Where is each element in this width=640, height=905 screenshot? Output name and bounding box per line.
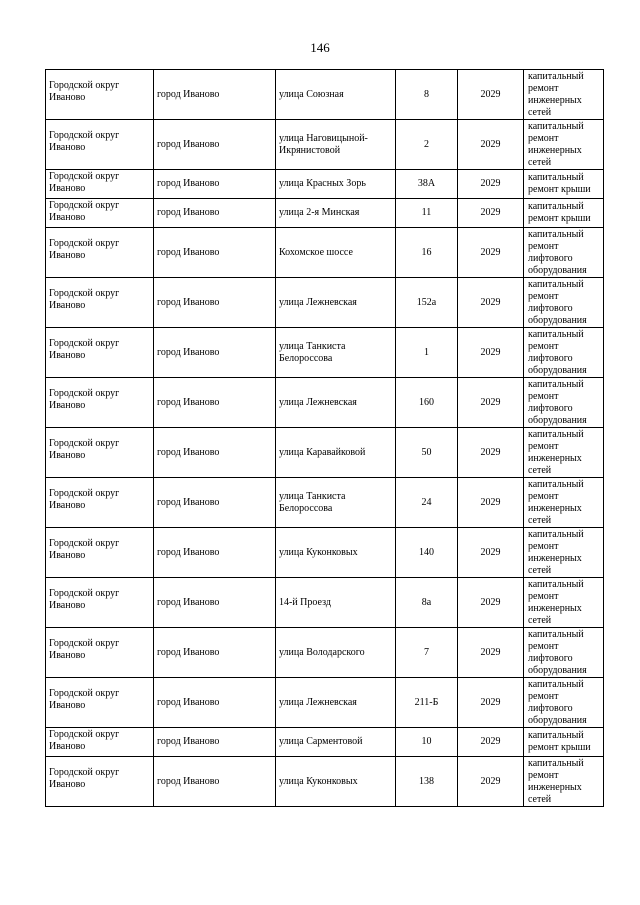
street-cell: улица Каравайковой — [276, 428, 396, 478]
street-cell: 14-й Проезд — [276, 578, 396, 628]
street-cell: улица Наговицыной-Икрянистовой — [276, 120, 396, 170]
page-number: 146 — [310, 40, 330, 55]
house-number-cell: 11 — [396, 199, 458, 228]
house-number-cell: 16 — [396, 228, 458, 278]
year-cell: 2029 — [458, 378, 524, 428]
house-number-cell: 38А — [396, 170, 458, 199]
table-row — [46, 528, 604, 578]
house-number-cell: 8а — [396, 578, 458, 628]
street-cell: улица Лежневская — [276, 278, 396, 328]
table-row — [46, 70, 604, 120]
street-cell: улица Куконковых — [276, 757, 396, 807]
okrug-cell: Городской округ Иваново — [46, 757, 154, 807]
house-number-cell: 160 — [396, 378, 458, 428]
year-cell: 2029 — [458, 528, 524, 578]
work-type-cell: капитальный ремонт лифтового оборудования — [524, 678, 604, 728]
city-cell: город Иваново — [154, 378, 276, 428]
year-cell: 2029 — [458, 328, 524, 378]
table-row — [46, 228, 604, 278]
table-row — [46, 428, 604, 478]
okrug-cell: Городской округ Иваново — [46, 328, 154, 378]
city-cell: город Иваново — [154, 678, 276, 728]
year-cell: 2029 — [458, 170, 524, 199]
street-cell: улица Красных Зорь — [276, 170, 396, 199]
house-number-cell: 2 — [396, 120, 458, 170]
street-cell: улица 2-я Минская — [276, 199, 396, 228]
house-number-cell: 140 — [396, 528, 458, 578]
registry-table-body — [46, 70, 604, 807]
house-number-cell: 50 — [396, 428, 458, 478]
year-cell: 2029 — [458, 199, 524, 228]
okrug-cell: Городской округ Иваново — [46, 428, 154, 478]
year-cell: 2029 — [458, 428, 524, 478]
work-type-cell: капитальный ремонт лифтового оборудования — [524, 228, 604, 278]
okrug-cell: Городской округ Иваново — [46, 120, 154, 170]
table-row — [46, 757, 604, 807]
city-cell: город Иваново — [154, 428, 276, 478]
work-type-cell: капитальный ремонт инженерных сетей — [524, 120, 604, 170]
city-cell: город Иваново — [154, 328, 276, 378]
table-row — [46, 578, 604, 628]
okrug-cell: Городской округ Иваново — [46, 378, 154, 428]
city-cell: город Иваново — [154, 170, 276, 199]
street-cell: улица Сарментовой — [276, 728, 396, 757]
okrug-cell: Городской округ Иваново — [46, 278, 154, 328]
table-row — [46, 328, 604, 378]
work-type-cell: капитальный ремонт инженерных сетей — [524, 757, 604, 807]
year-cell: 2029 — [458, 628, 524, 678]
work-type-cell: капитальный ремонт инженерных сетей — [524, 578, 604, 628]
table-row — [46, 378, 604, 428]
street-cell: улица Лежневская — [276, 678, 396, 728]
table-row — [46, 120, 604, 170]
year-cell: 2029 — [458, 757, 524, 807]
year-cell: 2029 — [458, 120, 524, 170]
house-number-cell: 138 — [396, 757, 458, 807]
table-row — [46, 170, 604, 199]
year-cell: 2029 — [458, 728, 524, 757]
okrug-cell: Городской округ Иваново — [46, 170, 154, 199]
year-cell: 2029 — [458, 578, 524, 628]
work-type-cell: капитальный ремонт инженерных сетей — [524, 528, 604, 578]
work-type-cell: капитальный ремонт инженерных сетей — [524, 70, 604, 120]
city-cell: город Иваново — [154, 728, 276, 757]
street-cell: улица Танкиста Белороссова — [276, 328, 396, 378]
table-row — [46, 628, 604, 678]
city-cell: город Иваново — [154, 478, 276, 528]
okrug-cell: Городской округ Иваново — [46, 199, 154, 228]
city-cell: город Иваново — [154, 528, 276, 578]
table-row — [46, 199, 604, 228]
year-cell: 2029 — [458, 678, 524, 728]
city-cell: город Иваново — [154, 120, 276, 170]
table-row — [46, 678, 604, 728]
year-cell: 2029 — [458, 478, 524, 528]
okrug-cell: Городской округ Иваново — [46, 628, 154, 678]
okrug-cell: Городской округ Иваново — [46, 70, 154, 120]
city-cell: город Иваново — [154, 228, 276, 278]
okrug-cell: Городской округ Иваново — [46, 228, 154, 278]
city-cell: город Иваново — [154, 578, 276, 628]
year-cell: 2029 — [458, 70, 524, 120]
street-cell: Кохомское шоссе — [276, 228, 396, 278]
okrug-cell: Городской округ Иваново — [46, 728, 154, 757]
table-row — [46, 478, 604, 528]
work-type-cell: капитальный ремонт крыши — [524, 170, 604, 199]
house-number-cell: 8 — [396, 70, 458, 120]
work-type-cell: капитальный ремонт инженерных сетей — [524, 478, 604, 528]
registry-table — [45, 69, 604, 807]
okrug-cell: Городской округ Иваново — [46, 678, 154, 728]
house-number-cell: 7 — [396, 628, 458, 678]
okrug-cell: Городской округ Иваново — [46, 578, 154, 628]
city-cell: город Иваново — [154, 70, 276, 120]
work-type-cell: капитальный ремонт инженерных сетей — [524, 428, 604, 478]
street-cell: улица Союзная — [276, 70, 396, 120]
year-cell: 2029 — [458, 278, 524, 328]
city-cell: город Иваново — [154, 628, 276, 678]
table-row — [46, 278, 604, 328]
house-number-cell: 24 — [396, 478, 458, 528]
house-number-cell: 211-Б — [396, 678, 458, 728]
work-type-cell: капитальный ремонт лифтового оборудования — [524, 278, 604, 328]
work-type-cell: капитальный ремонт лифтового оборудования — [524, 628, 604, 678]
city-cell: город Иваново — [154, 278, 276, 328]
house-number-cell: 10 — [396, 728, 458, 757]
work-type-cell: капитальный ремонт крыши — [524, 728, 604, 757]
house-number-cell: 152а — [396, 278, 458, 328]
okrug-cell: Городской округ Иваново — [46, 478, 154, 528]
city-cell: город Иваново — [154, 757, 276, 807]
street-cell: улица Куконковых — [276, 528, 396, 578]
street-cell: улица Лежневская — [276, 378, 396, 428]
street-cell: улица Володарского — [276, 628, 396, 678]
work-type-cell: капитальный ремонт лифтового оборудования — [524, 378, 604, 428]
year-cell: 2029 — [458, 228, 524, 278]
house-number-cell: 1 — [396, 328, 458, 378]
work-type-cell: капитальный ремонт крыши — [524, 199, 604, 228]
street-cell: улица Танкиста Белороссова — [276, 478, 396, 528]
table-row — [46, 728, 604, 757]
city-cell: город Иваново — [154, 199, 276, 228]
okrug-cell: Городской округ Иваново — [46, 528, 154, 578]
work-type-cell: капитальный ремонт лифтового оборудования — [524, 328, 604, 378]
